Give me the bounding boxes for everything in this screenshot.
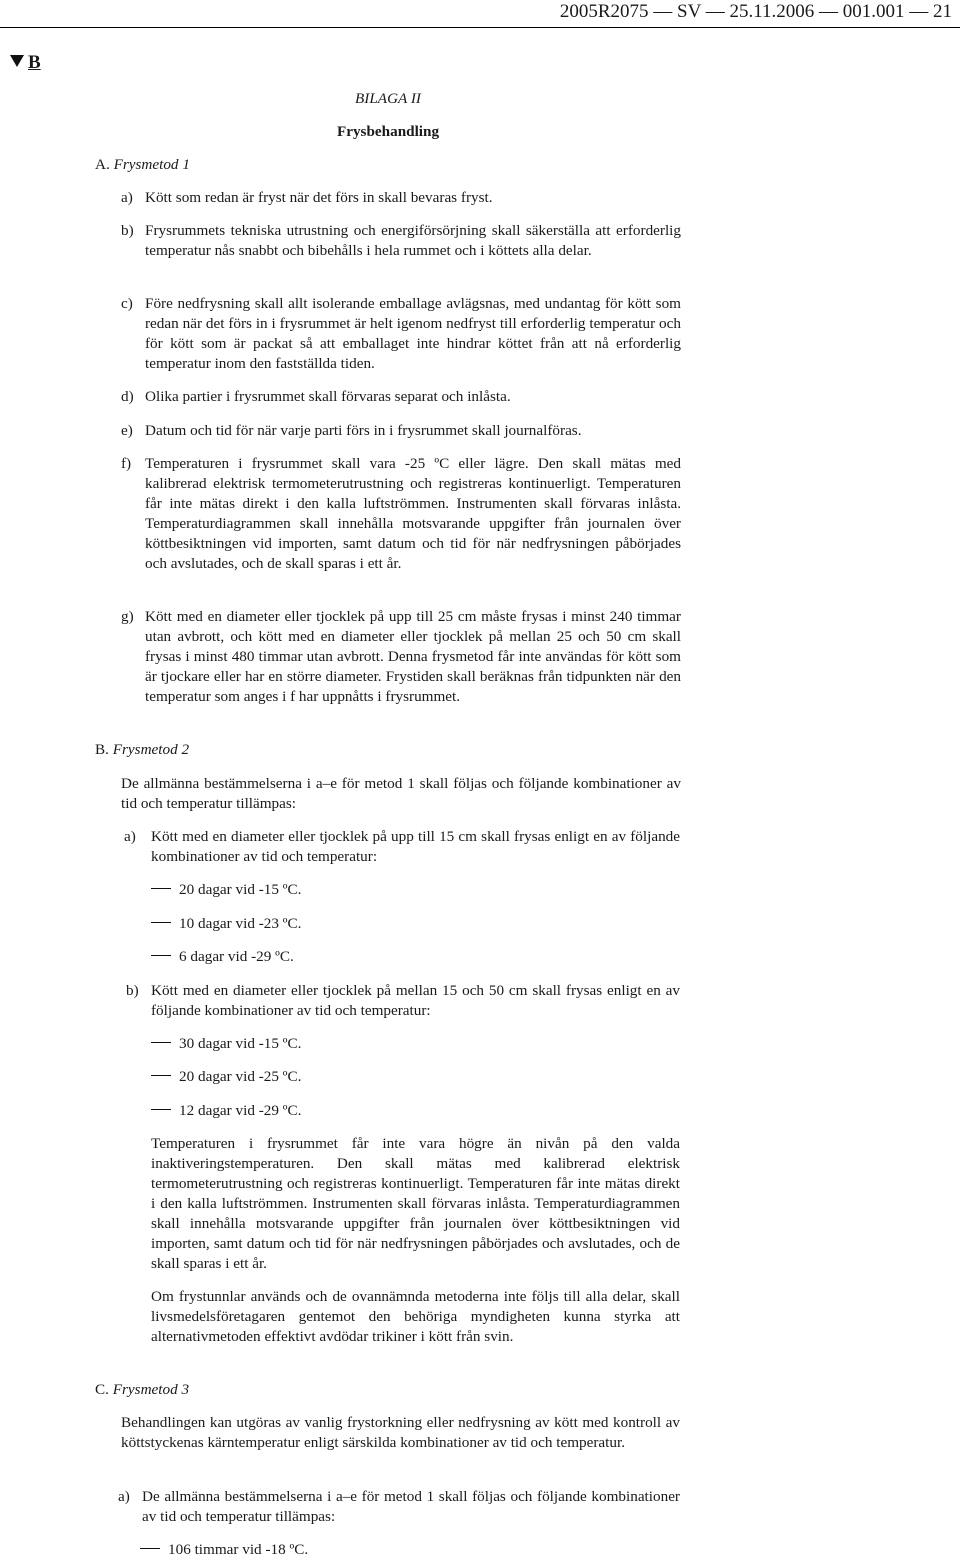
combo-text: 20 dagar vid -15 ºC. xyxy=(179,881,302,898)
list-item-g xyxy=(121,607,681,707)
item-text: Temperaturen i frysrummet skall vara -25 ºC eller lägre. Den skall mätas med kalibrerad elektrisk termometerutrustning och registreras kontinuerligt. Temperaturen får inte mätas direkt i den kalla luftströmmen. Instrumenten skall förvaras inlåsta. Temperaturdiagrammen skall innehålla motsvarande uppgifter från journalen över köttbesiktningen vid importen, samt datum och tid för när nedfrysningen påbörjades och avslutades, och de skall sparas i ett år. xyxy=(145,455,681,572)
document-header: 2005R2075 — SV — 25.11.2006 — 001.001 — 21 xyxy=(559,1,952,22)
combo-item xyxy=(151,1034,301,1054)
item-text: Frysrummets tekniska utrustning och energiförsörjning skall säkerställa att erforderlig temperatur nås snabbt och bibehålls i hela rummet och i köttets alla delar. xyxy=(145,222,681,259)
section-b-number: B. xyxy=(95,741,109,758)
section-c-heading xyxy=(95,1380,189,1400)
combo-text: 106 timmar vid -18 ºC. xyxy=(168,1541,309,1558)
section-a-heading xyxy=(95,155,190,175)
section-c-item-a xyxy=(118,1487,680,1527)
item-label: a) xyxy=(124,828,136,845)
combo-item xyxy=(151,947,294,967)
item-text: De allmänna bestämmelserna i a–e för metod 1 skall följas och följande kombinationer av tid och temperatur tillämpas: xyxy=(142,1488,680,1525)
section-c-number: C. xyxy=(95,1381,109,1398)
combo-text: 20 dagar vid -25 ºC. xyxy=(179,1068,302,1085)
item-label: b) xyxy=(126,982,139,999)
item-text: Före nedfrysning skall allt isolerande emballage avlägsnas, med undantag för kött som redan när det förs in i frysrummet är helt igenom nedfryst till erforderlig temperatur och för kött som är packat så att emballaget inte hindrar köttet från att nå erforderlig temperatur inom den fastställda tiden. xyxy=(145,295,681,372)
dash-icon xyxy=(151,1042,171,1043)
combo-text: 10 dagar vid -23 ºC. xyxy=(179,915,302,932)
combo-item xyxy=(140,1540,308,1560)
section-a-title: Frysmetod 1 xyxy=(113,156,190,173)
amendment-marker xyxy=(10,52,41,74)
section-b-note-1: Temperaturen i frysrummet får inte vara högre än nivån på den valda inaktiveringstemperaturen. Den skall mätas med kalibrerad elektrisk termometerutrustning och registreras kontinuerligt. Temperaturen får inte mätas direkt i den kalla luftströmmen. Instrumenten skall förvaras inlåsta. Temperaturdiagrammen skall innehålla motsvarande uppgifter från journalen över köttbesiktningen vid importen, samt datum och tid för när nedfrysningen påbörjades och avslutades, och de skall sparas i ett år. xyxy=(151,1135,680,1272)
list-item-a xyxy=(121,188,681,208)
dash-icon xyxy=(151,1075,171,1076)
item-text: Kött med en diameter eller tjocklek på upp till 15 cm skall frysas enligt en av följande kombinationer av tid och temperatur: xyxy=(151,828,680,865)
section-b-intro: De allmänna bestämmelserna i a–e för metod 1 skall följas och följande kombinationer av tid och temperatur tillämpas: xyxy=(121,775,681,812)
section-b-note-2: Om frystunnlar används och de ovannämnda metoderna inte följs till alla delar, skall livsmedelsföretagaren gentemot den behöriga myndigheten kunna styrka att alternativmetoden effektivt avdödar trikiner i kött från svin. xyxy=(151,1288,680,1345)
item-text: Kött med en diameter eller tjocklek på upp till 25 cm måste frysas i minst 240 timmar utan avbrott, och kött med en diameter eller tjocklek på mellan 25 och 50 cm skall frysas i minst 480 timmar utan avbrott. Denna frysmetod får inte användas för kött som är tjockare eller har en större diameter. Frystiden skall beräknas från tidpunkten när den temperatur som anges i f har uppnåtts i frysrummet. xyxy=(145,608,681,705)
section-c-intro: Behandlingen kan utgöras av vanlig frystorkning eller nedfrysning av kött med kontroll av köttstyckenas kärntemperatur enligt särskilda kombinationer av tid och temperatur. xyxy=(121,1414,680,1451)
list-item-d xyxy=(121,387,681,407)
amendment-marker-letter: B xyxy=(28,52,41,73)
list-item-f xyxy=(121,454,681,574)
dash-icon xyxy=(151,922,171,923)
section-b-heading xyxy=(95,740,189,760)
annex-label: BILAGA II xyxy=(355,90,421,107)
section-b-title: Frysmetod 2 xyxy=(112,741,190,758)
combo-text: 30 dagar vid -15 ºC. xyxy=(179,1035,302,1052)
section-c-title: Frysmetod 3 xyxy=(112,1381,190,1398)
section-b-item-a xyxy=(124,827,680,867)
item-label: c) xyxy=(121,295,133,312)
dash-icon xyxy=(151,1109,171,1110)
item-label: f) xyxy=(121,455,132,472)
item-label: a) xyxy=(118,1488,130,1505)
item-label: g) xyxy=(121,608,134,625)
item-text: Kött som redan är fryst när det förs in skall bevaras fryst. xyxy=(145,189,493,206)
list-item-e xyxy=(121,421,681,441)
item-label: e) xyxy=(121,422,133,439)
header-divider xyxy=(0,27,960,28)
item-text: Datum och tid för när varje parti förs in i frysrummet skall journalföras. xyxy=(145,422,582,439)
list-item-b xyxy=(121,221,681,261)
item-label: a) xyxy=(121,189,133,206)
triangle-marker-icon xyxy=(10,55,24,67)
combo-text: 12 dagar vid -29 ºC. xyxy=(179,1102,302,1119)
section-a-number: A. xyxy=(95,156,110,173)
item-label: d) xyxy=(121,388,134,405)
item-text: Kött med en diameter eller tjocklek på mellan 15 och 50 cm skall frysas enligt en av följande kombinationer av tid och temperatur: xyxy=(151,982,680,1019)
dash-icon xyxy=(140,1548,160,1549)
item-label: b) xyxy=(121,222,134,239)
dash-icon xyxy=(151,955,171,956)
item-text: Olika partier i frysrummet skall förvaras separat och inlåsta. xyxy=(145,388,511,405)
combo-text: 6 dagar vid -29 ºC. xyxy=(179,948,294,965)
combo-item xyxy=(151,1067,301,1087)
combo-item xyxy=(151,914,301,934)
section-b-item-b xyxy=(126,981,680,1021)
annex-title: Frysbehandling xyxy=(336,123,440,140)
combo-item xyxy=(151,1101,301,1121)
combo-item xyxy=(151,880,301,900)
dash-icon xyxy=(151,888,171,889)
list-item-c xyxy=(121,294,681,374)
